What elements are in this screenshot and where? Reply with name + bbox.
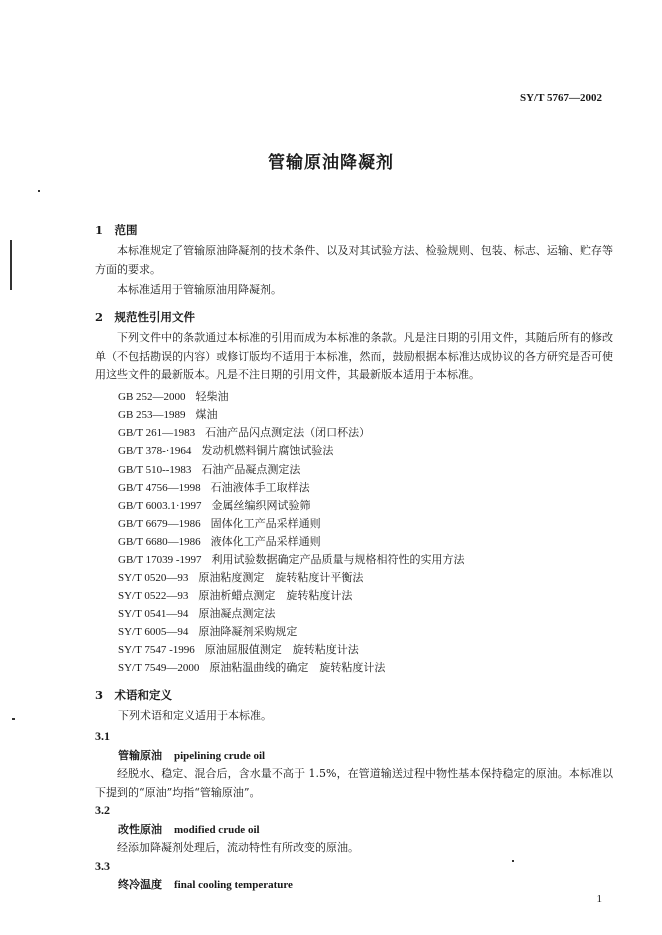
term-en: final cooling temperature [174,879,293,891]
reference-code: GB/T 6680—1986 [118,536,201,548]
reference-code: SY/T 7547 -1996 [118,644,195,656]
term-definition: 经添加降凝剂处理后，流动特性有所改变的原油。 [117,841,359,854]
page-number: 1 [596,893,602,905]
term-zh: 改性原油 [118,823,162,836]
scope-paragraph-1: 本标准规定了管输原油降凝剂的技术条件、以及对其试验方法、检验规则、包装、标志、运输、贮存等方面的要求。 [95,244,613,276]
reference-code: SY/T 0520—93 [118,572,189,584]
reference-title: 石油产品凝点测定法 [201,463,301,476]
reference-code: GB 252—2000 [118,391,186,403]
term-zh: 终冷温度 [118,878,162,891]
term-number: 3.1 [95,729,110,743]
references-intro: 下列文件中的条款通过本标准的引用而成为本标准的条款。凡是注日期的引用文件，其随后所有的修改单（不包括勘误的内容）或修订版均不适用于本标准，然而，鼓励根据本标准达成协议的各方研究是否可使用这些文件的最新版本。凡是不注日期的引用文件，其最新版本适用于本标准。 [95,331,613,381]
terms-intro: 下列术语和定义适用于本标准。 [118,709,272,722]
scope-paragraph-2: 本标准适用于管输原油用降凝剂。 [117,283,282,296]
standard-code: SY/T 5767—2002 [519,92,602,104]
reference-item [118,424,370,440]
reference-code: GB/T 6003.1·1997 [118,500,202,512]
term-number: 3.3 [95,859,110,873]
reference-title: 原油凝点测定法 [198,607,276,620]
reference-item [118,605,275,621]
reference-title: 原油屈服值测定 旋转粘度计法 [204,643,359,656]
term-en: pipelining crude oil [174,750,266,762]
reference-title: 利用试验数据确定产品质量与规格相符性的实用方法 [211,553,465,566]
reference-code: GB 253—1989 [118,409,186,421]
section-heading-terms: 3 术语和定义 [95,688,173,702]
section-heading-scope: 1 范围 [95,223,138,237]
scan-dot [38,190,40,192]
term-number: 3.2 [95,803,110,817]
reference-item [118,659,385,675]
term-heading [118,747,265,763]
reference-code: GB/T 378-·1964 [118,445,192,457]
reference-title: 金属丝编织网试验筛 [211,499,311,512]
scan-dot [512,860,514,862]
reference-code: SY/T 7549—2000 [118,662,200,674]
reference-code: GB/T 4756—1998 [118,482,201,494]
reference-title: 石油产品闪点测定法（闭口杯法） [205,426,371,439]
term-heading [118,821,260,837]
term-definition: 经脱水、稳定、混合后，含水量不高于 1.5%，在管道输送过程中物性基本保持稳定的原油。本标准以下提到的“原油”均指“管输原油”。 [95,767,613,799]
term-en: modified crude oil [174,824,260,836]
reference-item [118,623,297,639]
reference-item [118,533,321,549]
reference-item [118,442,333,458]
section-heading-references: 2 规范性引用文件 [95,310,196,324]
reference-code: SY/T 0541—94 [118,608,189,620]
reference-code: GB/T 510--1983 [118,464,192,476]
reference-item [118,461,300,477]
reference-code: GB/T 17039 -1997 [118,554,202,566]
reference-title: 原油降凝剂采购规定 [198,625,298,638]
scan-dot [12,718,15,720]
reference-item [118,479,310,495]
reference-title: 原油粘度测定 旋转粘度计平衡法 [198,571,364,584]
reference-title: 轻柴油 [195,390,229,403]
reference-title: 原油粘温曲线的确定 旋转粘度计法 [209,661,386,674]
reference-item [118,569,363,585]
reference-item [118,551,465,567]
reference-code: GB/T 261—1983 [118,427,196,439]
reference-item [118,406,218,422]
term-heading [118,876,293,892]
reference-title: 固体化工产品采样通则 [210,517,321,530]
reference-title: 液体化工产品采样通则 [210,535,321,548]
document-title: 管输原油降凝剂 [268,153,394,173]
reference-item [118,497,311,513]
reference-title: 原油析蜡点测定 旋转粘度计法 [198,589,353,602]
reference-code: GB/T 6679—1986 [118,518,201,530]
reference-title: 发动机燃料铜片腐蚀试验法 [201,444,334,457]
reference-item [118,641,359,657]
reference-title: 石油液体手工取样法 [210,481,310,494]
reference-code: SY/T 0522—93 [118,590,189,602]
reference-item [118,515,321,531]
reference-code: SY/T 6005—94 [118,626,189,638]
scan-mark [10,240,12,290]
reference-title: 煤油 [195,408,218,421]
term-zh: 管输原油 [118,749,162,762]
reference-item [118,388,229,404]
reference-item [118,587,352,603]
